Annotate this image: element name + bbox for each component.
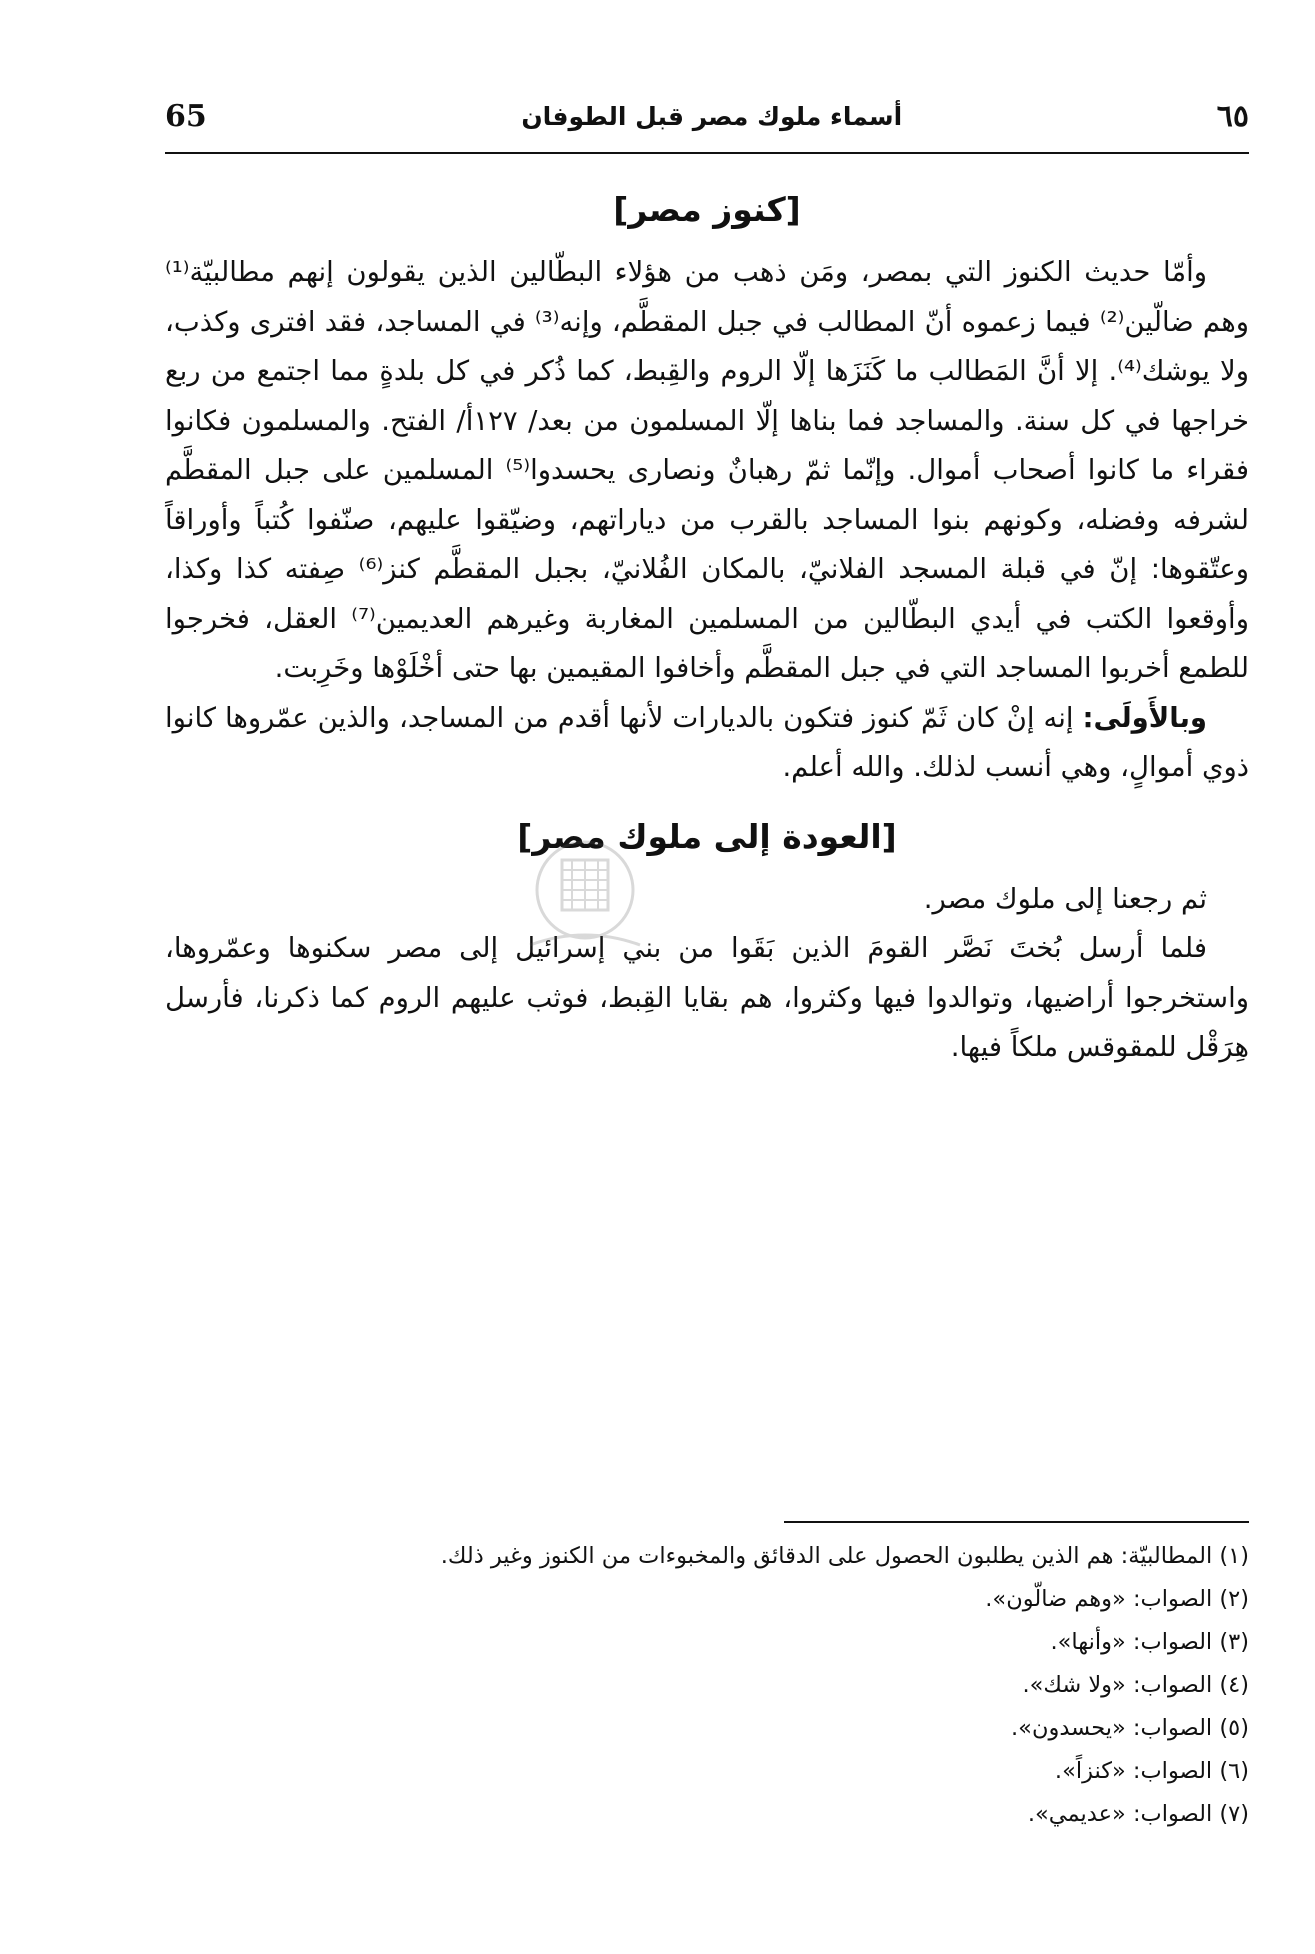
page-number-arabic: ٦٥ xyxy=(1216,98,1249,134)
paragraph-return: ثم رجعنا إلى ملوك مصر. xyxy=(923,882,1207,915)
footnote-3: (٣) الصواب: «وأنها». xyxy=(1050,1629,1249,1655)
paragraph-priority xyxy=(165,694,1249,793)
page-number-latin: 65 xyxy=(165,98,207,134)
running-title: أسماء ملوك مصر قبل الطوفان xyxy=(521,101,903,131)
footnote-7: (٧) الصواب: «عديمي». xyxy=(1027,1801,1249,1827)
footnote-separator xyxy=(784,1521,1249,1523)
footnotes xyxy=(165,1535,1249,1836)
paragraph-priority-text: إنه إنْ كان ثَمّ كنوز فتكون بالديارات لأنها أقدم من المساجد، والذين عمّروها كانوا ذوي أموالٍ، وهي أنسب لذلك. والله أعلم. xyxy=(165,701,1249,783)
footnote-1: (١) المطالبيّة: هم الذين يطلبون الحصول على الدقائق والمخبوءات من الكنوز وغير ذلك. xyxy=(440,1543,1249,1569)
footnote-2: (٢) الصواب: «وهم ضالّون». xyxy=(985,1586,1249,1612)
paragraph-lead: وبالأَولَى: xyxy=(1082,701,1207,734)
page-header xyxy=(165,80,1249,154)
paragraph-nebuchadnezzar: فلما أرسل بُختَ نَصَّر القومَ الذين بَقَوا من بني إسرائيل إلى مصر سكنوها وعمّروها، واستخرجوا أراضيها، وتوالدوا فيها وكثروا، هم بقايا القِبط، فوثب عليهم الروم كما ذكرنا، فأرسل هِرَقْل للمقوقس ملكاً فيها. xyxy=(165,932,1249,1063)
footnote-4: (٤) الصواب: «ولا شك». xyxy=(1022,1672,1249,1698)
section-heading-return: [العودة إلى ملوك مصر] xyxy=(517,816,897,856)
footnote-6: (٦) الصواب: «كنزاً». xyxy=(1054,1758,1249,1784)
footnote-5: (٥) الصواب: «يحسدون». xyxy=(1011,1715,1249,1741)
paragraph-treasures: وأمّا حديث الكنوز التي بمصر، ومَن ذهب من هؤلاء البطّالين الذين يقولون إنهم مطالبيّة⁽¹⁾ وهم ضالّين⁽²⁾ فيما زعموه أنّ المطالب في جبل المقطَّم، وإنه⁽³⁾ في المساجد، فقد افترى وكذب، ولا يوشك⁽⁴⁾. إلا أنَّ المَطالب ما كَنَزَها إلّا الروم والقِبط، كما ذُكر في كل بلدةٍ مما اجتمع من ربع خراجها في كل سنة. والمساجد فما بناها إلّا المسلمون من بعد/ ١٢٧أ/ الفتح. والمسلمون فكانوا فقراء ما كانوا أصحاب أموال. وإنّما ثمّ رهبانٌ ونصارى يحسدوا⁽⁵⁾ المسلمين على جبل المقطَّم لشرفه وفضله، وكونهم بنوا المساجد بالقرب من دياراتهم، وضيّقوا عليهم، صنّفوا كُتباً وأوراقاً وعتّقوها: إنّ في قبلة المسجد الفلانيّ، بالمكان الفُلانيّ، بجبل المقطَّم كنز⁽⁶⁾ صِفته كذا وكذا، وأوقعوا الكتب في أيدي البطّالين من المسلمين المغاربة وغيرهم العديمين⁽⁷⁾ العقل، فخرجوا للطمع أخربوا المساجد التي في جبل المقطَّم وأخافوا المقيمين بها حتى أخْلَوْها وخَرِبت. xyxy=(165,256,1250,684)
main-text xyxy=(165,170,1249,1073)
section-heading-treasures: [كنوز مصر] xyxy=(613,190,801,229)
